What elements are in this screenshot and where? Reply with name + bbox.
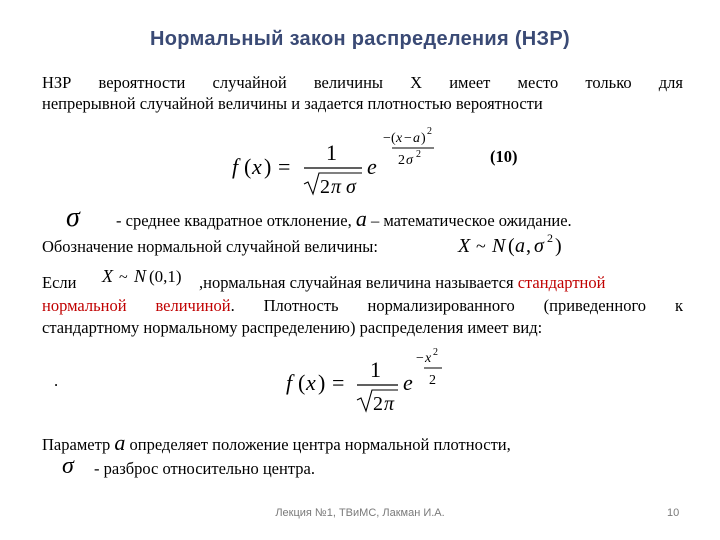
a-symbol: a [355, 206, 367, 231]
param-desc: определяет положение центра нормальной плотности, [129, 435, 511, 454]
a-desc: – математическое ожидание. [370, 211, 572, 230]
param-a: a [114, 430, 126, 455]
if-line [199, 272, 605, 293]
svg-text:−: − [416, 351, 424, 366]
svg-text:X: X [458, 235, 471, 257]
svg-text:,: , [526, 235, 531, 257]
svg-text:σ: σ [62, 454, 74, 478]
svg-text:X: X [102, 266, 113, 286]
slide-title: Нормальный закон распределения (НЗР) [150, 28, 570, 50]
svg-text:=: = [278, 154, 291, 179]
standard-line2-red: нормальной величиной [42, 296, 231, 315]
sigma-spread: - разброс относительно центра. [94, 459, 315, 478]
param-line [42, 432, 511, 455]
svg-text:σ: σ [66, 204, 80, 232]
footer-text: Лекция №1, ТВиМС, Лакман И.А. [275, 507, 445, 519]
svg-text:(: ( [244, 154, 252, 179]
svg-text:(: ( [391, 131, 396, 146]
standard-line2-rest: . Плотность нормализированного (приведенного к [230, 296, 683, 315]
svg-text:a: a [413, 131, 420, 146]
standard-density-formula [282, 344, 452, 422]
notation-text: Обозначение нормальной случайной величины: [42, 237, 378, 256]
svg-text:(: ( [298, 370, 306, 395]
svg-text:(: ( [508, 235, 515, 257]
svg-text:2: 2 [398, 153, 405, 168]
svg-text:=: = [332, 370, 345, 395]
notation-formula [456, 228, 586, 260]
density-formula [228, 124, 448, 200]
svg-text:e: e [403, 370, 413, 395]
param-word: Параметр [42, 435, 111, 454]
standard-notation-formula [100, 262, 210, 290]
svg-text:a: a [515, 235, 525, 257]
page-number: 10 [667, 507, 680, 519]
svg-text:2: 2 [427, 126, 432, 137]
sigma-symbol-2 [60, 454, 90, 478]
stray-dot: . [54, 371, 59, 390]
svg-text:): ) [264, 154, 272, 179]
svg-text:π: π [384, 393, 395, 415]
if-word: Если [42, 273, 77, 292]
svg-text:x: x [252, 154, 262, 179]
svg-text:π: π [331, 176, 342, 198]
svg-text:2: 2 [547, 231, 553, 245]
svg-text:2: 2 [433, 347, 438, 358]
sigma-symbol [64, 204, 98, 232]
svg-text:−: − [383, 131, 391, 146]
svg-text:σ: σ [406, 153, 413, 168]
standard-word: стандартной [517, 273, 606, 292]
svg-text:x: x [306, 370, 316, 395]
svg-text:(0,1): (0,1) [149, 267, 182, 286]
svg-text:f: f [232, 154, 239, 179]
svg-text:2: 2 [416, 149, 421, 160]
svg-text:2: 2 [373, 393, 383, 415]
svg-text:σ: σ [346, 176, 356, 198]
standard-line-2 [42, 295, 683, 316]
svg-text:2: 2 [429, 373, 436, 388]
intro-line-2: непрерывной случайной величины и задается плотностью вероятности [42, 94, 543, 113]
svg-text:σ: σ [534, 235, 544, 257]
intro-line-1: НЗР вероятности случайной величины X имеет место только для [42, 73, 683, 92]
svg-text:f: f [286, 370, 293, 395]
sigma-desc: - среднее квадратное отклонение, [116, 211, 352, 230]
svg-text:e: e [367, 154, 377, 179]
svg-text:N: N [134, 266, 147, 286]
svg-text:1: 1 [326, 140, 337, 165]
standard-line-3: стандартному нормальному распределению) распределения имеет вид: [42, 318, 543, 337]
svg-text:): ) [555, 235, 562, 257]
svg-text:~: ~ [119, 269, 128, 286]
formula-number: (10) [490, 147, 518, 166]
svg-text:): ) [318, 370, 326, 395]
svg-text:x: x [425, 351, 432, 366]
svg-text:1: 1 [370, 357, 381, 382]
svg-text:2: 2 [320, 176, 330, 198]
svg-text:x: x [396, 131, 403, 146]
svg-text:): ) [421, 131, 426, 146]
svg-text:~: ~ [476, 236, 486, 256]
svg-text:−: − [404, 131, 412, 146]
svg-text:N: N [492, 235, 506, 257]
if-text: ,нормальная случайная величина называется [199, 273, 514, 292]
